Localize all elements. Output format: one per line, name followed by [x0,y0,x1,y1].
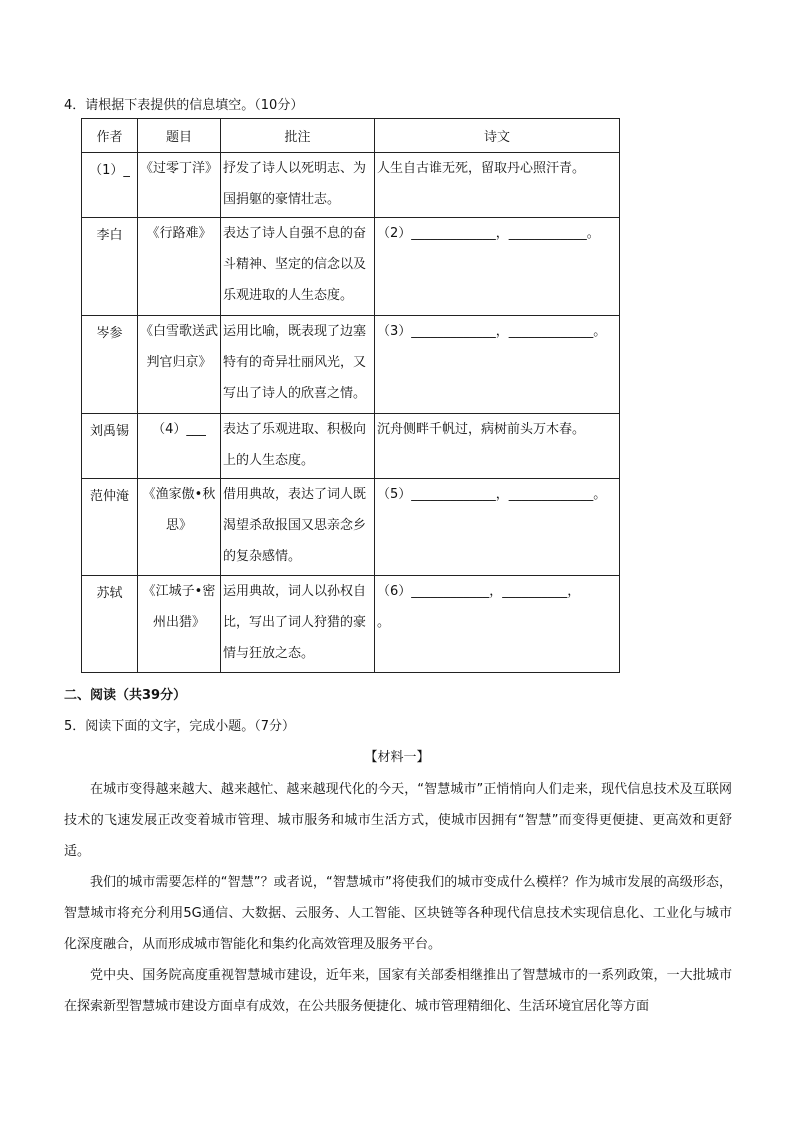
author-cell: 刘禹锡 [82,414,138,479]
material-paragraph: 党中央、国务院高度重视智慧城市建设，近年来，国家有关部委相继推出了智慧城市的一系列政策，一大批城市在探索新型智慧城市建设方面卓有成效，在公共服务便捷化、城市管理精细化、生活环境宜居化等方面 [64,968,732,1014]
poem-blank-cell[interactable]: （2）_____________，____________。 [375,218,620,316]
section-2-heading: 二、阅读（共39分） [64,688,187,703]
table-row [82,479,620,576]
title-blank-cell[interactable]: （4）___ [138,414,221,479]
note-cell: 表达了诗人自强不息的奋斗精神、坚定的信念以及乐观进取的人生态度。 [221,218,375,316]
table-row [82,316,620,414]
title-cell: 《渔家傲•秋思》 [138,479,221,576]
header-note: 批注 [221,119,375,153]
author-cell: 范仲淹 [82,479,138,576]
header-author: 作者 [82,119,138,153]
poem-line-end: 。 [377,615,391,630]
table-row [82,414,620,479]
author-cell[interactable]: （1）_ [82,153,138,218]
author-cell: 岑参 [82,316,138,414]
title-cell: 《江城子•密州出猎》 [138,576,221,673]
note-cell: 抒发了诗人以死明志、为国捐躯的豪情壮志。 [221,153,375,218]
poem-blank-cell[interactable]: （3）_____________，_____________。 [375,316,620,414]
note-cell: 运用典故，词人以孙权自比，写出了词人狩猎的豪情与狂放之态。 [221,576,375,673]
material-paragraph: 在城市变得越来越大、越来越忙、越来越现代化的今天，“智慧城市”正悄悄向人们走来，现代信息技术及互联网技术的飞速发展正改变着城市管理、城市服务和城市生活方式，使城市因拥有“智慧”而变得更便捷、更高效和更舒适。 [64,782,732,859]
title-cell: 《行路难》 [138,218,221,316]
material-title: 【材料一】 [364,750,430,765]
poetry-fill-table [81,118,620,673]
note-cell: 表达了乐观进取、积极向上的人生态度。 [221,414,375,479]
title-cell: 《白雪歌送武判官归京》 [138,316,221,414]
table-row [82,153,620,218]
question-5-prompt: 5．阅读下面的文字，完成小题。（7分） [64,719,296,734]
poem-cell: 沉舟侧畔千帆过，病树前头万木春。 [375,414,620,479]
title-cell: 《过零丁洋》 [138,153,221,218]
header-poem: 诗文 [375,119,620,153]
table-row [82,576,620,673]
table-row [82,218,620,316]
question-4-prompt: 4．请根据下表提供的信息填空。（10分） [64,98,304,113]
poem-line: （6）____________，__________， [377,584,581,599]
table-header-row [82,119,620,153]
poem-cell: 人生自古谁无死，留取丹心照汗青。 [375,153,620,218]
author-cell: 李白 [82,218,138,316]
note-cell: 运用比喻，既表现了边塞特有的奇异壮丽风光，又写出了诗人的欣喜之情。 [221,316,375,414]
note-cell: 借用典故，表达了词人既渴望杀敌报国又思亲念乡的复杂感情。 [221,479,375,576]
material-paragraph: 我们的城市需要怎样的“智慧”？或者说，“智慧城市”将使我们的城市变成什么模样？作为城市发展的高级形态，智慧城市将充分利用5G通信、大数据、云服务、人工智能、区块链等各种现代信息技术实现信息化、工业化与城市化深度融合，从而形成城市智能化和集约化高效管理及服务平台。 [64,875,732,952]
author-cell: 苏轼 [82,576,138,673]
poem-blank-cell[interactable] [375,576,620,673]
poem-blank-cell[interactable]: （5）_____________，_____________。 [375,479,620,576]
header-title: 题目 [138,119,221,153]
